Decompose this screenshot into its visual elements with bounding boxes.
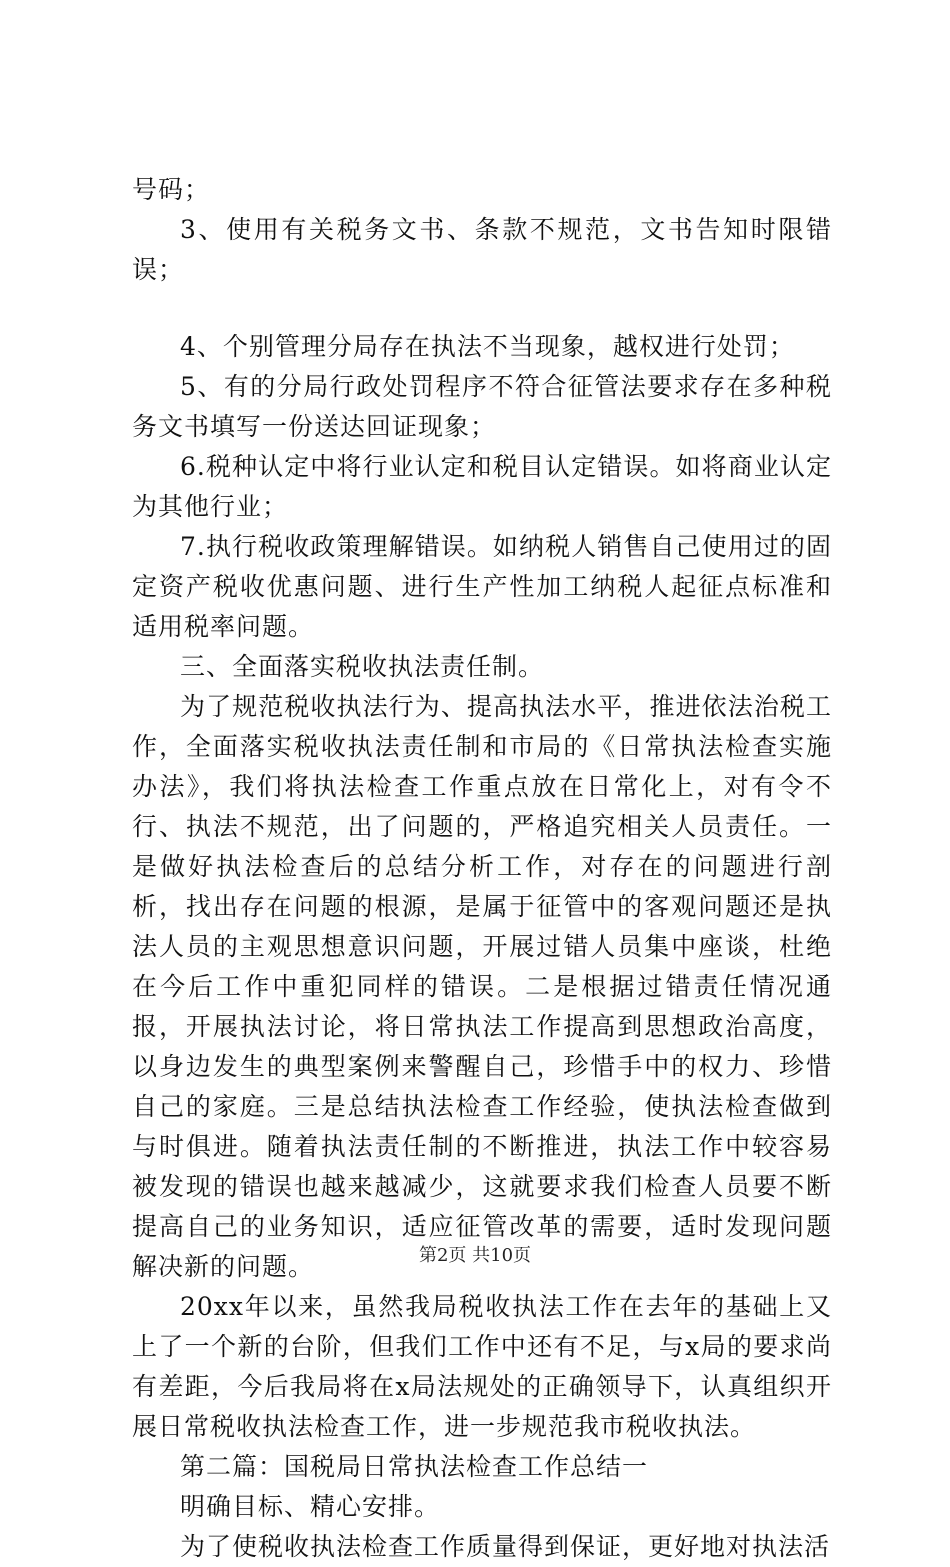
chapter-heading-2: 第二篇：国税局日常执法检查工作总结一 (180, 1452, 649, 1481)
page-number-footer: 第2页 共10页 (418, 1245, 532, 1266)
paragraph-continuation: 号码； (132, 175, 211, 204)
paragraph-item-7: 7.执行税收政策理解错误。如纳税人销售自己使用过的固定资产税收优惠问题、进行生产性加工纳税人起征点标准和适用税率问题。 (132, 532, 832, 641)
section-heading-1: 明确目标、精心安排。 (180, 1492, 441, 1521)
paragraph-summary: 20xx年以来，虽然我局税收执法工作在去年的基础上又上了一个新的台阶，但我们工作中还有不足，与x局的要求尚有差距，今后我局将在x局法规处的正确领导下，认真组织开展日常税收执法检查工作，进一步规范我市税收执法。 (132, 1292, 832, 1441)
paragraph-item-3: 3、使用有关税务文书、条款不规范，文书告知时限错误； (132, 215, 832, 284)
paragraph-responsibility: 为了规范税收执法行为、提高执法水平，推进依法治税工作，全面落实税收执法责任制和市局的《日常执法检查实施办法》，我们将执法检查工作重点放在日常化上，对有令不行、执法不规范，出了问题的，严格追究相关人员责任。一是做好执法检查后的总结分析工作，对存在的问题进行剖析，找出存在问题的根源，是属于征管中的客观问题还是执法人员的主观思想意识问题，开展过错人员集中座谈，杜绝在今后工作中重犯同样的错误。二是根据过错责任情况通报，开展执法讨论，将日常执法工作提高到思想政治高度，以身边发生的典型案例来警醒自己，珍惜手中的权力、珍惜自己的家庭。三是总结执法检查工作经验，使执法检查做到与时俱进。随着执法责任制的不断推进，执法工作中较容易被发现的错误也越来越减少，这就要求我们检查人员要不断提高自己的业务知识，适应征管改革的需要，适时发现问题解决新的问题。 (132, 692, 832, 1281)
document-body (132, 170, 832, 1567)
paragraph-goal: 为了使税收执法检查工作质量得到保证，更好地对执法活 (180, 1532, 831, 1561)
paragraph-item-5: 5、有的分局行政处罚程序不符合征管法要求存在多种税务文书填写一份送达回证现象； (132, 372, 832, 441)
paragraph-item-4: 4、个别管理分局存在执法不当现象，越权进行处罚； (180, 332, 795, 361)
section-heading-3: 三、全面落实税收执法责任制。 (180, 652, 545, 681)
paragraph-item-6: 6.税种认定中将行业认定和税目认定错误。如将商业认定为其他行业； (132, 452, 832, 521)
